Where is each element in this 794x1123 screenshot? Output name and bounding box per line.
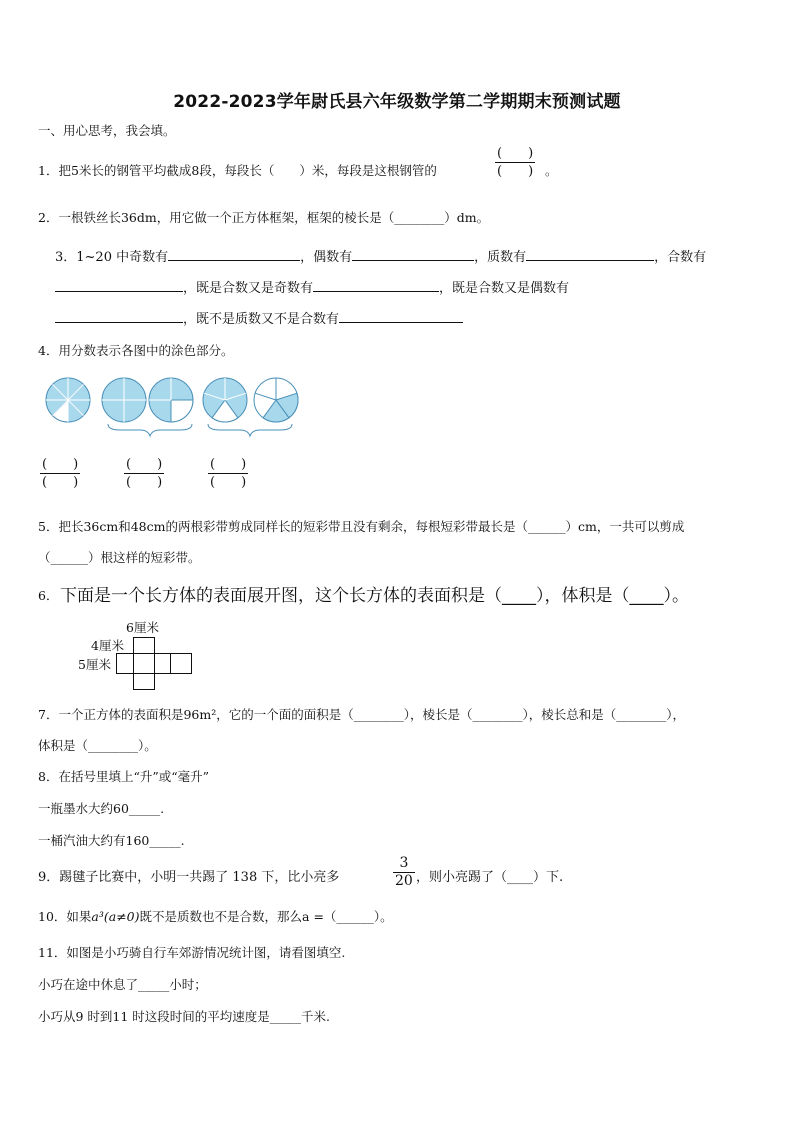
question-9-text: 9．踢毽子比赛中，小明一共踢了 138 下，比小亮多 xyxy=(38,870,340,885)
question-10-text: 既不是质数也不是合数，那么 xyxy=(139,909,303,924)
answer-blank[interactable] xyxy=(55,309,183,323)
answer-blank[interactable] xyxy=(168,247,300,261)
brace-2 xyxy=(208,424,292,436)
question-6: 下面是一个长方体的表面展开图，这个长方体的表面积是（____），体积是（____）。 xyxy=(60,586,689,606)
net-face xyxy=(133,637,155,654)
question-10 xyxy=(38,907,393,925)
question-11-item-2: 小巧从9 时到11 时这段时间的平均速度是_____千米. xyxy=(38,1009,331,1024)
question-3-text: ，既是合数又是奇数有 xyxy=(183,281,314,296)
question-11-item-1: 小巧在途中休息了_____小时； xyxy=(38,977,207,992)
net-label-5cm: 5厘米 xyxy=(78,657,111,672)
question-9-fraction xyxy=(393,855,415,890)
question-2: 2．一根铁丝长36dm，用它做一个正方体框架，框架的棱长是（________）dm。 xyxy=(38,210,490,225)
circle-3-shaded xyxy=(149,378,193,422)
q4-answer-fraction-2 xyxy=(124,456,164,491)
question-3-text: ，既不是质数又不是合数有 xyxy=(183,312,340,327)
question-5-line-1: 5．把长36cm和48cm的两根彩带剪成同样长的短彩带且没有剩余，每根短彩带最长是（______）cm，一共可以剪成 xyxy=(38,519,685,534)
question-8: 8．在括号里填上“升”或“毫升” xyxy=(38,769,210,784)
question-9-tail: ，则小亮踢了（____）下. xyxy=(416,870,564,885)
question-8-item-1: 一瓶墨水大约60_____. xyxy=(38,801,165,816)
fraction-denominator[interactable]: ( ) xyxy=(42,475,79,490)
question-1-text: 1．把5米长的钢管平均截成8段，每段长（ ）米，每段是这根钢管的 xyxy=(38,163,437,178)
question-3-line-2 xyxy=(55,277,569,296)
circle-1-shaded xyxy=(46,378,90,422)
question-3-line-3 xyxy=(55,308,463,327)
fraction-denominator: ( ) xyxy=(497,164,534,179)
question-3-text: ，偶数有 xyxy=(300,250,353,265)
question-1-fraction xyxy=(495,145,535,180)
page-title: 2022-2023学年尉氏县六年级数学第二学期期末预测试题 xyxy=(173,92,621,112)
question-3-text: 3．1~20 中奇数有 xyxy=(55,250,169,265)
net-label-6cm: 6厘米 xyxy=(126,620,159,635)
fraction-numerator[interactable]: ( ) xyxy=(210,457,247,472)
answer-blank[interactable] xyxy=(352,247,474,261)
net-face xyxy=(154,653,171,674)
brace-1 xyxy=(108,424,192,436)
fraction-numerator: ( ) xyxy=(497,146,534,161)
question-1-end: 。 xyxy=(545,163,558,178)
fraction-denominator: 20 xyxy=(395,873,413,889)
section-heading: 一、用心思考，我会填。 xyxy=(38,123,176,138)
fraction-denominator[interactable]: ( ) xyxy=(126,475,163,490)
circle-5-shaded xyxy=(254,378,298,422)
question-3-text: ，质数有 xyxy=(474,250,527,265)
fraction-denominator[interactable]: ( ) xyxy=(210,475,247,490)
question-9 xyxy=(38,866,339,885)
question-10-text: 10．如果 xyxy=(38,909,92,924)
q4-answer-fraction-3 xyxy=(208,456,248,491)
net-label-4cm: 4厘米 xyxy=(91,638,124,653)
question-4: 4．用分数表示各图中的涂色部分。 xyxy=(38,343,234,358)
circle-2-shaded xyxy=(102,378,146,422)
question-11: 11．如图是小巧骑自行车郊游情况统计图，请看图填空. xyxy=(38,945,346,960)
circle-4-shaded xyxy=(203,378,247,422)
math-expression: a³(a≠0) xyxy=(91,909,140,924)
fraction-numerator: 3 xyxy=(399,855,409,871)
question-1 xyxy=(38,161,437,179)
question-7-line-2: 体积是（________）。 xyxy=(38,738,157,753)
net-face xyxy=(170,653,192,674)
answer-blank[interactable] xyxy=(526,247,654,261)
q4-answer-fraction-1 xyxy=(40,456,80,491)
answer-blank[interactable] xyxy=(313,278,439,292)
answer-blank[interactable] xyxy=(55,278,183,292)
net-face xyxy=(133,673,155,690)
question-3-line-1 xyxy=(55,246,706,265)
net-face xyxy=(116,653,134,674)
fraction-numerator[interactable]: ( ) xyxy=(126,457,163,472)
question-3-text: ，合数有 xyxy=(654,250,707,265)
net-face xyxy=(133,653,155,674)
question-10-text: a =（______）。 xyxy=(302,909,393,924)
question-8-item-2: 一桶汽油大约有160_____. xyxy=(38,833,185,848)
question-5-line-2: （______）根这样的短彩带。 xyxy=(38,550,201,565)
answer-blank[interactable] xyxy=(339,309,463,323)
question-7-line-1: 7．一个正方体的表面积是96m²，它的一个面的面积是（________），棱长是（________），棱长总和是（________）， xyxy=(38,707,685,722)
fraction-circles-figure xyxy=(40,372,310,440)
question-3-text: ，既是合数又是偶数有 xyxy=(439,281,570,296)
question-6-number: 6． xyxy=(38,588,59,603)
fraction-numerator[interactable]: ( ) xyxy=(42,457,79,472)
